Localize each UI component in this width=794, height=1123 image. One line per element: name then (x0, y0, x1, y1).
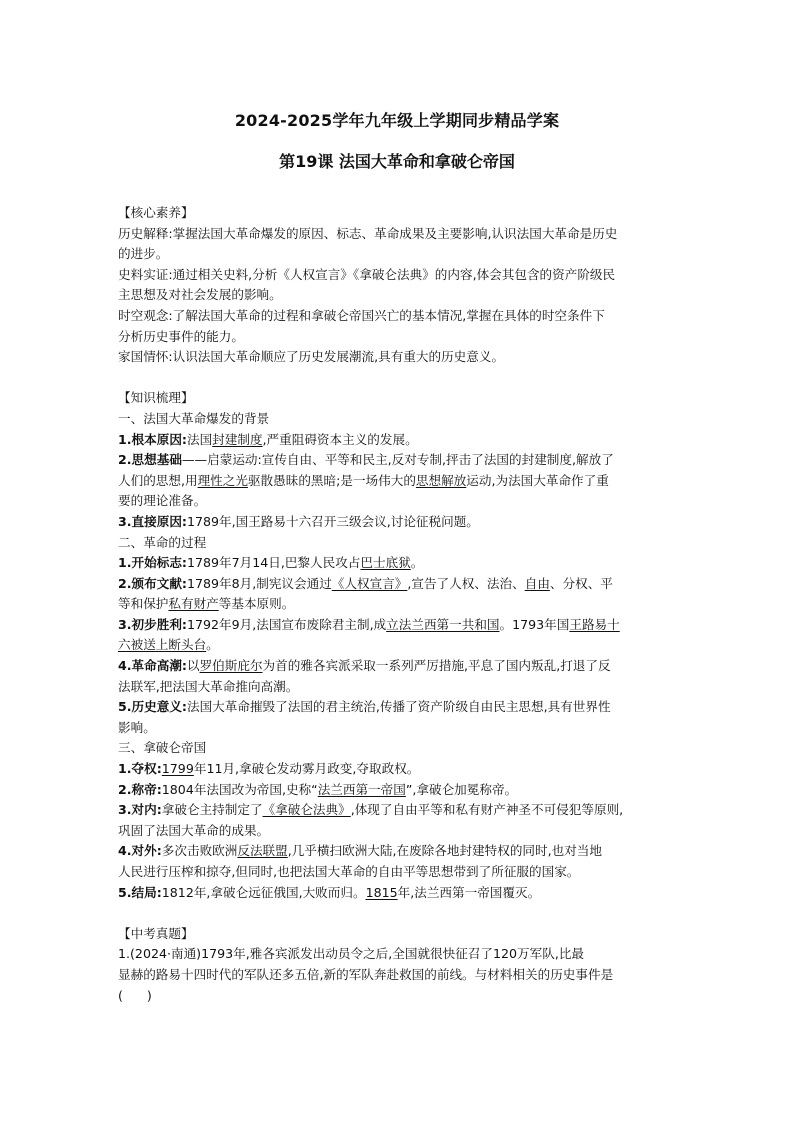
key-term: 1815 (365, 884, 398, 900)
item-text: 年,法兰西第一帝国覆灭。 (397, 884, 541, 900)
item-text: 拿破仑主持制定了 (161, 802, 263, 818)
item-label: 3.直接原因: (118, 513, 187, 529)
item-text: 法国大革命摧毁了法国的君主统治,传播了资产阶级自由民主思想,具有世界性 (186, 699, 611, 715)
key-term: 六被送上断头台 (118, 637, 207, 653)
key-term: 王路易十 (569, 616, 620, 632)
item-text: 人们的思想,用 (118, 472, 198, 488)
core-line: 的进步。 (118, 246, 169, 262)
key-term: 自由 (524, 575, 550, 591)
section-heading-process: 二、革命的过程 (118, 534, 207, 550)
item-text: 运动,为法国大革命作了重 (466, 472, 609, 488)
core-line: 时空观念:了解法国大革命的过程和拿破仑帝国兴亡的基本情况,掌握在具体的时空条件下 (118, 307, 605, 323)
key-term: 封建制度 (212, 431, 263, 447)
item-ideology-cont: 要的理论准备。 (118, 493, 207, 509)
item-significance-cont: 影响。 (118, 719, 156, 735)
item-emperor (118, 780, 684, 801)
item-domestic-cont: 巩固了法国大革命的成果。 (118, 822, 270, 838)
item-text: 1789年8月,制宪议会通过 (186, 575, 332, 591)
item-start (118, 553, 684, 574)
item-direct-cause (118, 512, 684, 533)
key-term: 立法兰西第一共和国 (386, 616, 500, 632)
spacer (118, 903, 684, 924)
item-text: ,严重阻碍资本主义的发展。 (262, 431, 418, 447)
item-label: 5.结局: (118, 884, 162, 900)
key-term: 私有财产 (168, 596, 219, 612)
item-text: 1792年9月,法国宣布废除君主制,成 (186, 616, 387, 632)
item-ideology-cont (118, 471, 684, 492)
core-line: 分析历史事件的能力。 (118, 328, 244, 344)
item-label: 2.称帝: (118, 781, 162, 797)
item-text: 1789年7月14日,巴黎人民攻占 (186, 555, 361, 571)
item-climax-cont: 法联军,把法国大革命推向高潮。 (118, 678, 299, 694)
item-label: 4.革命高潮: (118, 658, 187, 674)
item-label: 5.历史意义: (118, 699, 187, 715)
item-text: 1804年法国改为帝国,史称“ (161, 781, 318, 797)
item-text: 多次击败欧洲 (161, 843, 238, 859)
item-label: 3.初步胜利: (118, 616, 187, 632)
item-label: 1.根本原因: (118, 431, 187, 447)
item-text: ”,拿破仑加冕称帝。 (405, 781, 518, 797)
answer-blank: ( ) (118, 987, 152, 1003)
item-foreign-cont: 人民进行压榨和掠夺,但同时,也把法国大革命的自由平等思想带到了所征服的国家。 (118, 864, 580, 879)
core-line: 史料实证:通过相关史料,分析《人权宣言》《拿破仑法典》的内容,体会其包含的资产阶级民 (118, 266, 616, 282)
document-title: 2024-2025学年九年级上学期同步精品学案 (234, 111, 560, 130)
item-text: 。 (410, 555, 424, 571)
document-body (118, 203, 684, 1006)
item-text: 、分权、平 (549, 575, 613, 591)
item-document (118, 574, 684, 595)
question-line: 1.(2024·南通)1793年,雅各宾派发出动员令之后,全国就很快征召了120万军队,比最 (118, 946, 585, 962)
item-text: 等基本原则。 (218, 596, 295, 612)
item-victory-cont (118, 635, 684, 656)
key-term: 理性之光 (197, 472, 248, 488)
item-label: 4.对外: (118, 843, 162, 859)
item-label: 3.对内: (118, 802, 162, 818)
item-foreign (118, 841, 684, 862)
section-heading-background: 一、法国大革命爆发的背景 (118, 410, 270, 426)
item-label: 1.开始标志: (118, 555, 187, 571)
lesson-title: 第19课 法国大革命和拿破仑帝国 (279, 152, 515, 171)
exam-heading: 【中考真题】 (118, 925, 194, 941)
item-domestic (118, 800, 684, 821)
item-document-cont (118, 594, 684, 615)
knowledge-heading: 【知识梳理】 (118, 390, 194, 406)
key-term: 《人权宣言》 (331, 575, 408, 591)
item-text: ,几乎横扫欧洲大陆,在废除各地封建特权的同时,也对当地 (287, 843, 602, 859)
item-text: 1812年,拿破仑远征俄国,大败而归。 (161, 884, 366, 900)
item-text: 法国 (186, 431, 213, 447)
key-term: 《拿破仑法典》 (262, 802, 351, 818)
key-term: 反法联盟 (237, 843, 288, 859)
item-text: 。1793年国 (499, 616, 570, 632)
item-significance (118, 697, 684, 718)
key-term: 法兰西第一帝国 (317, 781, 406, 797)
spacer (118, 368, 684, 389)
item-text: 。 (206, 637, 219, 653)
question-line: 显赫的路易十四时代的军队还多五倍,新的军队奔赴救国的前线。与材料相关的历史事件是 (118, 966, 614, 982)
key-term: 罗伯斯庇尔 (199, 658, 263, 674)
item-victory (118, 615, 684, 636)
item-text: 驱散愚昧的黑暗;是一场伟大的 (247, 472, 416, 488)
item-label: 2.思想基础 (118, 452, 182, 468)
item-text: ,宣告了人权、法治、 (407, 575, 525, 591)
item-text: 1789年,国王路易十六召开三级会议,讨论征税问题。 (186, 513, 479, 529)
key-term: 1799 (161, 761, 194, 777)
section-heading-empire: 三、拿破仑帝国 (118, 740, 207, 756)
item-text: 为首的雅各宾派采取一系列严厉措施,平息了国内叛乱,打退了反 (262, 658, 611, 674)
item-text: ——启蒙运动:宣传自由、平等和民主,反对专制,抨击了法国的封建制度,解放了 (181, 452, 614, 468)
item-label: 1.夺权: (118, 761, 162, 777)
item-text: ,体现了自由平等和私有财产神圣不可侵犯等原则, (350, 802, 624, 818)
core-line: 家国情怀:认识法国大革命顺应了历史发展潮流,具有重大的历史意义。 (118, 349, 505, 365)
item-ideology (118, 450, 684, 471)
key-term: 思想解放 (415, 472, 467, 488)
item-climax (118, 656, 684, 677)
core-line: 主思想及对社会发展的影响。 (118, 287, 282, 303)
core-heading: 【核心素养】 (118, 205, 194, 220)
item-seize-power (118, 759, 684, 780)
item-outcome (118, 883, 684, 904)
item-text: 年11月,拿破仑发动雾月政变,夺取政权。 (193, 761, 420, 777)
item-text: 以 (186, 658, 200, 674)
item-root-cause (118, 430, 684, 451)
key-term: 巴士底狱 (360, 555, 411, 571)
item-text: 等和保护 (118, 596, 169, 612)
item-label: 2.颁布文献: (118, 575, 187, 591)
core-line: 历史解释:掌握法国大革命爆发的原因、标志、革命成果及主要影响,认识法国大革命是历史 (118, 225, 618, 241)
